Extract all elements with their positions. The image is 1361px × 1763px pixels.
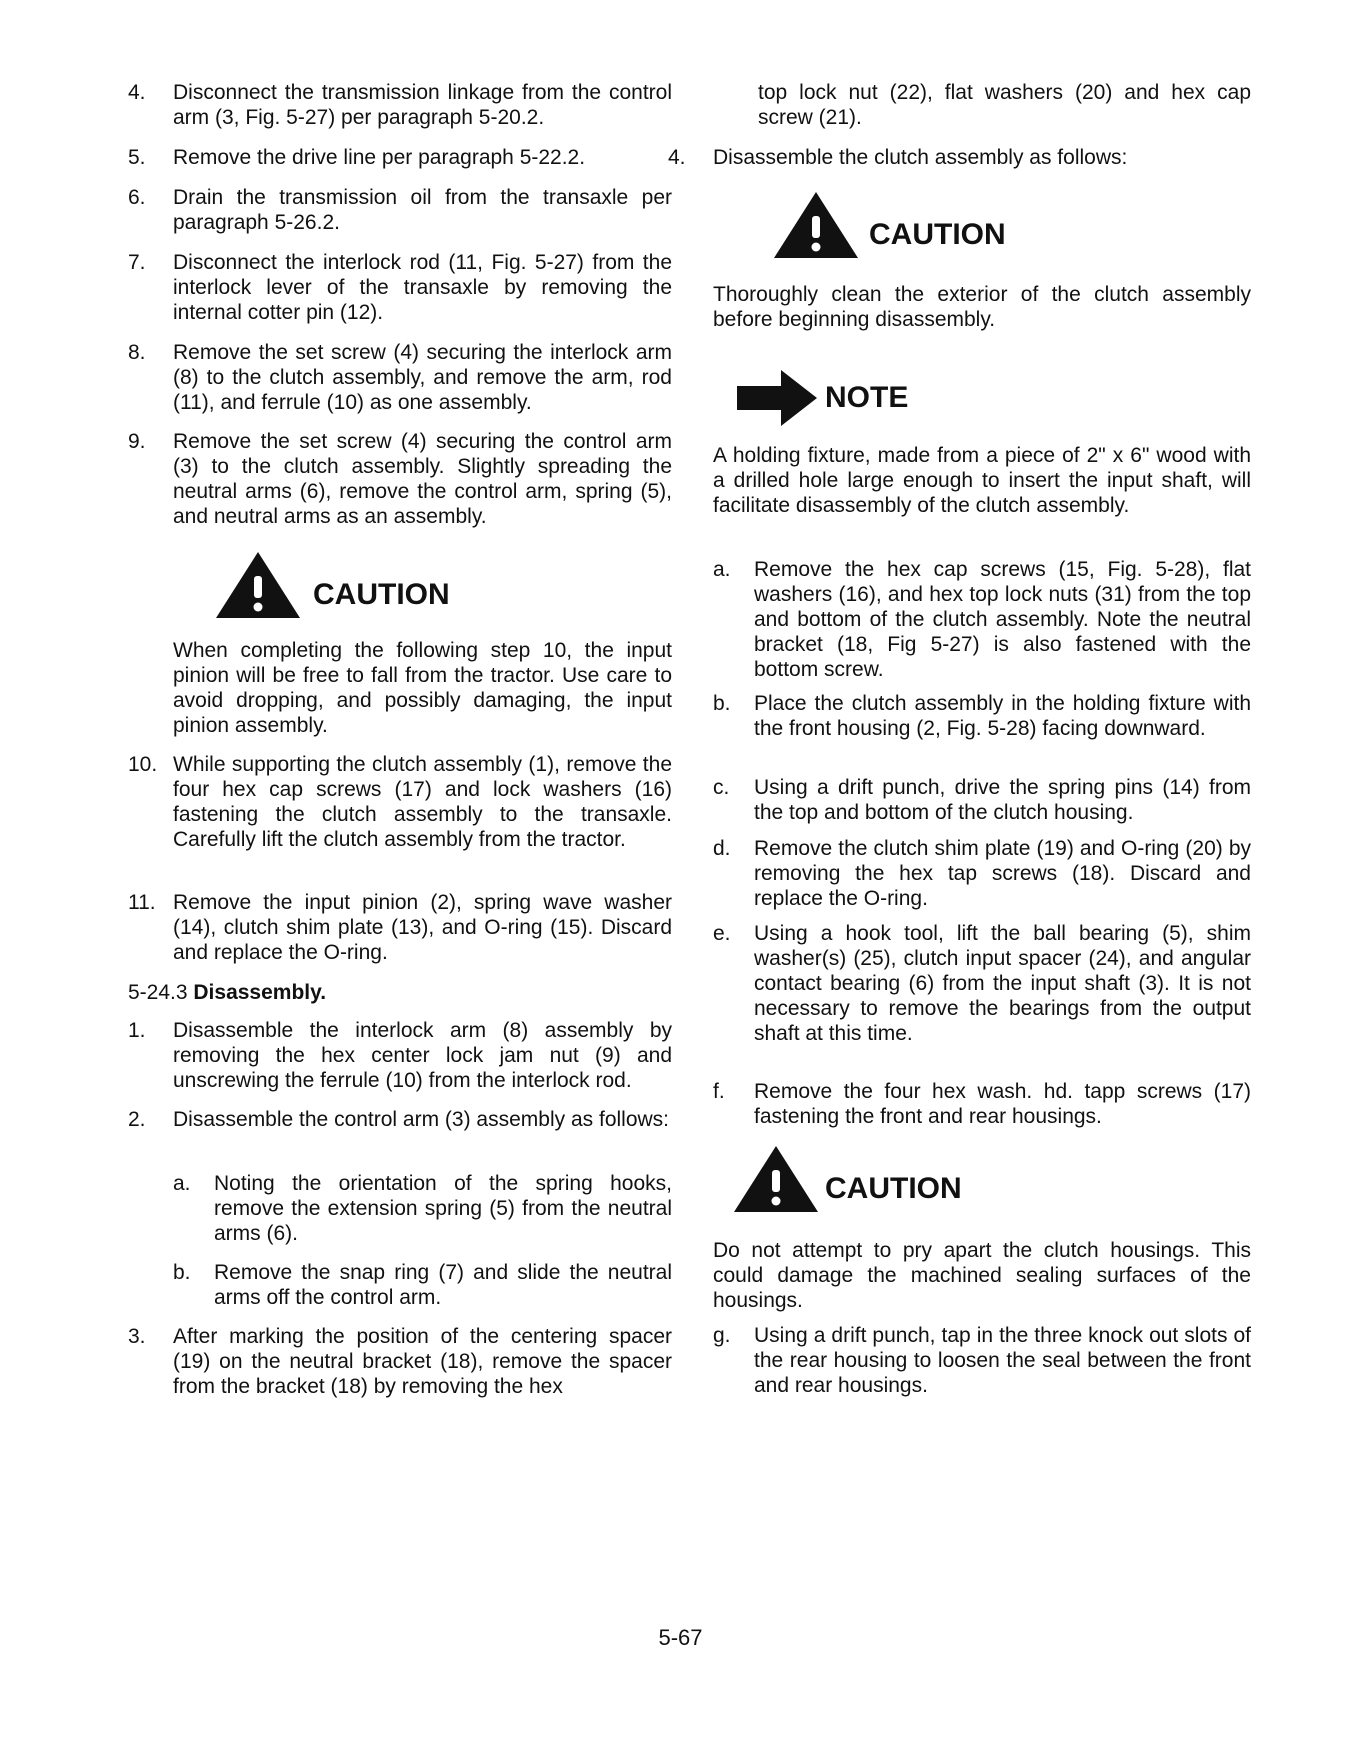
step-text: Remove the input pinion (2), spring wave washer (14), clutch shim plate (13), and O-ring (15). Discard and replace the O-ring. [173, 891, 672, 964]
continuation-text: top lock nut (22), flat washers (20) and hex cap screw (21). [758, 81, 1251, 129]
substep-c [713, 775, 1251, 825]
step-number: 8. [128, 341, 146, 364]
note-label: NOTE [825, 381, 909, 414]
substep-letter: e. [713, 922, 731, 945]
substep-letter: g. [713, 1324, 731, 1347]
step-11 [128, 890, 672, 965]
disassembly-step-2 [128, 1107, 672, 1132]
step-text: Disassemble the clutch assembly as follows: [713, 146, 1128, 169]
disassembly-substep-a [128, 1171, 672, 1246]
step-4 [128, 80, 672, 130]
step-number: 4. [668, 146, 686, 169]
caution-label: CAUTION [825, 1172, 962, 1205]
warning-triangle-icon [771, 188, 861, 260]
substep-text: Using a drift punch, tap in the three knock out slots of the rear housing to loosen the seal between the front and rear housings. [754, 1324, 1251, 1397]
step-text: Remove the drive line per paragraph 5-22.2. [173, 146, 586, 169]
substep-text: Using a drift punch, drive the spring pins (14) from the top and bottom of the clutch housing. [754, 776, 1251, 824]
step-number: 6. [128, 186, 146, 209]
substep-letter: a. [713, 558, 731, 581]
step-number: 2. [128, 1108, 146, 1131]
step-text: Disconnect the interlock rod (11, Fig. 5-27) from the interlock lever of the transaxle by removing the internal cotter pin (12). [173, 251, 672, 324]
substep-text: Remove the hex cap screws (15, Fig. 5-28), flat washers (16), and hex top lock nuts (31) from the top and bottom of the clutch assembly. Note the neutral bracket (18, Fig 5-27) is also fastened with the bottom screw. [754, 558, 1251, 681]
step-number: 11. [128, 891, 156, 914]
substep-letter: a. [173, 1172, 191, 1195]
step-number: 7. [128, 251, 146, 274]
arrow-right-icon [731, 366, 821, 436]
substep-letter: b. [173, 1261, 191, 1284]
warning-triangle-icon [731, 1142, 821, 1214]
caution-text-1: Thoroughly clean the exterior of the clutch assembly before beginning disassembly. [713, 283, 1251, 331]
note-callout [731, 366, 1031, 436]
caution-callout [213, 548, 513, 618]
note-text: A holding fixture, made from a piece of 2" x 6" wood with a drilled hole large enough to insert the input shaft, will facilitate disassembly of the clutch assembly. [713, 444, 1251, 517]
substep-g [713, 1323, 1251, 1398]
step-text: After marking the position of the centering spacer (19) on the neutral bracket (18), remove the spacer from the bracket (18) by removing the hex [173, 1325, 672, 1398]
step-text: Disconnect the transmission linkage from the control arm (3, Fig. 5-27) per paragraph 5-20.2. [173, 81, 672, 129]
caution-label: CAUTION [313, 578, 450, 611]
disassembly-substep-b [128, 1260, 672, 1310]
step-9 [128, 429, 672, 529]
caution-callout-1 [771, 188, 1071, 258]
substep-d [713, 836, 1251, 911]
caution-label: CAUTION [869, 218, 1006, 251]
step-number: 4. [128, 81, 146, 104]
warning-triangle-icon [213, 548, 303, 620]
substep-e [713, 921, 1251, 1046]
substep-letter: b. [713, 692, 731, 715]
substep-f [713, 1079, 1251, 1129]
substep-b [713, 691, 1251, 741]
step-10 [128, 752, 672, 852]
step-number: 9. [128, 430, 146, 453]
substep-a [713, 557, 1251, 682]
substep-text: Remove the four hex wash. hd. tapp screws (17) fastening the front and rear housings. [754, 1080, 1251, 1128]
step-7 [128, 250, 672, 325]
substep-letter: d. [713, 837, 731, 860]
step-8 [128, 340, 672, 415]
disassembly-step-3 [128, 1324, 672, 1399]
caution-text-2: Do not attempt to pry apart the clutch housings. This could damage the machined sealing surfaces of the housings. [713, 1239, 1251, 1312]
step-text: Remove the set screw (4) securing the control arm (3) to the clutch assembly. Slightly spreading the neutral arms (6), remove the control arm, spring (5), and neutral arms as an assembly. [173, 430, 672, 528]
step-text: Remove the set screw (4) securing the interlock arm (8) to the clutch assembly, and remove the arm, rod (11), and ferrule (10) as one assembly. [173, 341, 672, 414]
substep-text: Using a hook tool, lift the ball bearing (5), shim washer(s) (25), clutch input spacer (24), and angular contact bearing (6) from the input shaft (3). It is not necessary to remove the bearings from the output shaft at this time. [754, 922, 1251, 1045]
step-text: Disassemble the interlock arm (8) assembly by removing the hex center lock jam nut (9) and unscrewing the ferrule (10) from the interlock rod. [173, 1019, 672, 1092]
step-6 [128, 185, 672, 235]
caution-text: When completing the following step 10, the input pinion will be free to fall from the tractor. Use care to avoid dropping, and possibly damaging, the input pinion assembly. [173, 639, 672, 737]
step-text: While supporting the clutch assembly (1), remove the four hex cap screws (17) and lock washers (16) fastening the clutch assembly to the transaxle. Carefully lift the clutch assembly from the tractor. [173, 753, 672, 851]
step-4-right [668, 145, 1251, 170]
step-number: 5. [128, 146, 146, 169]
substep-text: Remove the clutch shim plate (19) and O-ring (20) by removing the hex tap screws (18). Discard and replace the O-ring. [754, 837, 1251, 910]
substep-letter: f. [713, 1080, 725, 1103]
step-5 [128, 145, 672, 170]
step-text: Disassemble the control arm (3) assembly as follows: [173, 1108, 670, 1131]
substep-text: Noting the orientation of the spring hooks, remove the extension spring (5) from the neutral arms (6). [214, 1172, 672, 1245]
step-number: 1. [128, 1019, 146, 1042]
step-number: 10. [128, 753, 158, 776]
caution-callout-2 [731, 1142, 1031, 1212]
section-heading [128, 980, 326, 1005]
substep-text: Place the clutch assembly in the holding fixture with the front housing (2, Fig. 5-28) facing downward. [754, 692, 1251, 740]
section-number: 5-24.3 [128, 981, 188, 1004]
step-number: 3. [128, 1325, 146, 1348]
step-text: Drain the transmission oil from the transaxle per paragraph 5-26.2. [173, 186, 672, 234]
page-number: 5-67 [658, 1625, 703, 1650]
substep-letter: c. [713, 776, 730, 799]
section-title: Disassembly. [193, 981, 327, 1004]
substep-text: Remove the snap ring (7) and slide the neutral arms off the control arm. [214, 1261, 672, 1309]
disassembly-step-1 [128, 1018, 672, 1093]
